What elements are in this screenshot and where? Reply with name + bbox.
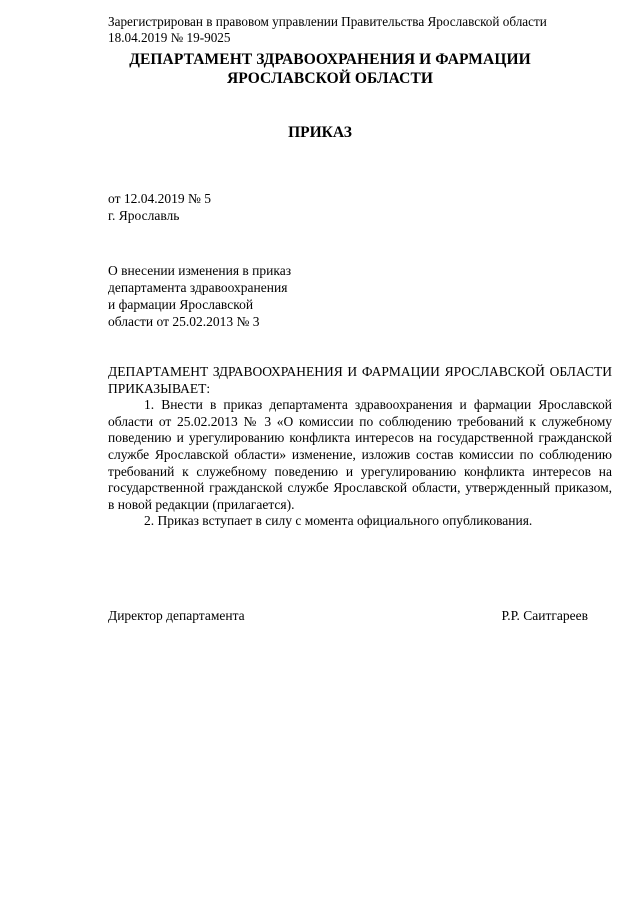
registration-line-1: Зарегистрирован в правовом управлении Правительства Ярославской области [108,14,547,29]
subject-line: и фармации Ярославской [108,297,254,312]
department-title [100,50,560,88]
department-title-line-1: ДЕПАРТАМЕНТ ЗДРАВООХРАНЕНИЯ И ФАРМАЦИИ [129,51,531,68]
subject-line: области от 25.02.2013 № 3 [108,314,260,329]
registration-stamp [108,14,628,46]
signature-block [108,607,588,624]
paragraph-1: 1. Внести в приказ департамента здравоохранения и фармации Ярославской области от 25.02.2013 № 3 «О комиссии по соблюдению требований к служебному поведению и урегулированию конфликта интересов на государственной гражданской службе Ярославской области» изменение, изложив состав комиссии по соблюдению требований к служебному поведению и урегулированию конфликта интересов на государственной гражданской службе Ярославской области, утвержденный приказом, в новой редакции (прилагается). [108,397,612,512]
document-meta [108,190,211,224]
subject-line: департамента здравоохранения [108,280,288,295]
date-number: от 12.04.2019 № 5 [108,191,211,206]
department-title-line-2: ЯРОСЛАВСКОЙ ОБЛАСТИ [226,70,434,87]
signer-name: Р.Р. Саитгареев [501,608,588,623]
registration-line-2: 18.04.2019 № 19-9025 [108,30,231,45]
city: г. Ярославль [108,208,180,223]
preamble: ДЕПАРТАМЕНТ ЗДРАВООХРАНЕНИЯ И ФАРМАЦИИ ЯРОСЛАВСКОЙ ОБЛАСТИ ПРИКАЗЫВАЕТ: [108,364,612,396]
paragraph-2: 2. Приказ вступает в силу с момента официального опубликования. [144,513,533,529]
signer-position: Директор департамента [108,608,245,623]
document-type-title: ПРИКАЗ [288,124,352,141]
subject-line: О внесении изменения в приказ [108,263,292,278]
document-subject [108,262,368,330]
document-body [108,364,612,530]
